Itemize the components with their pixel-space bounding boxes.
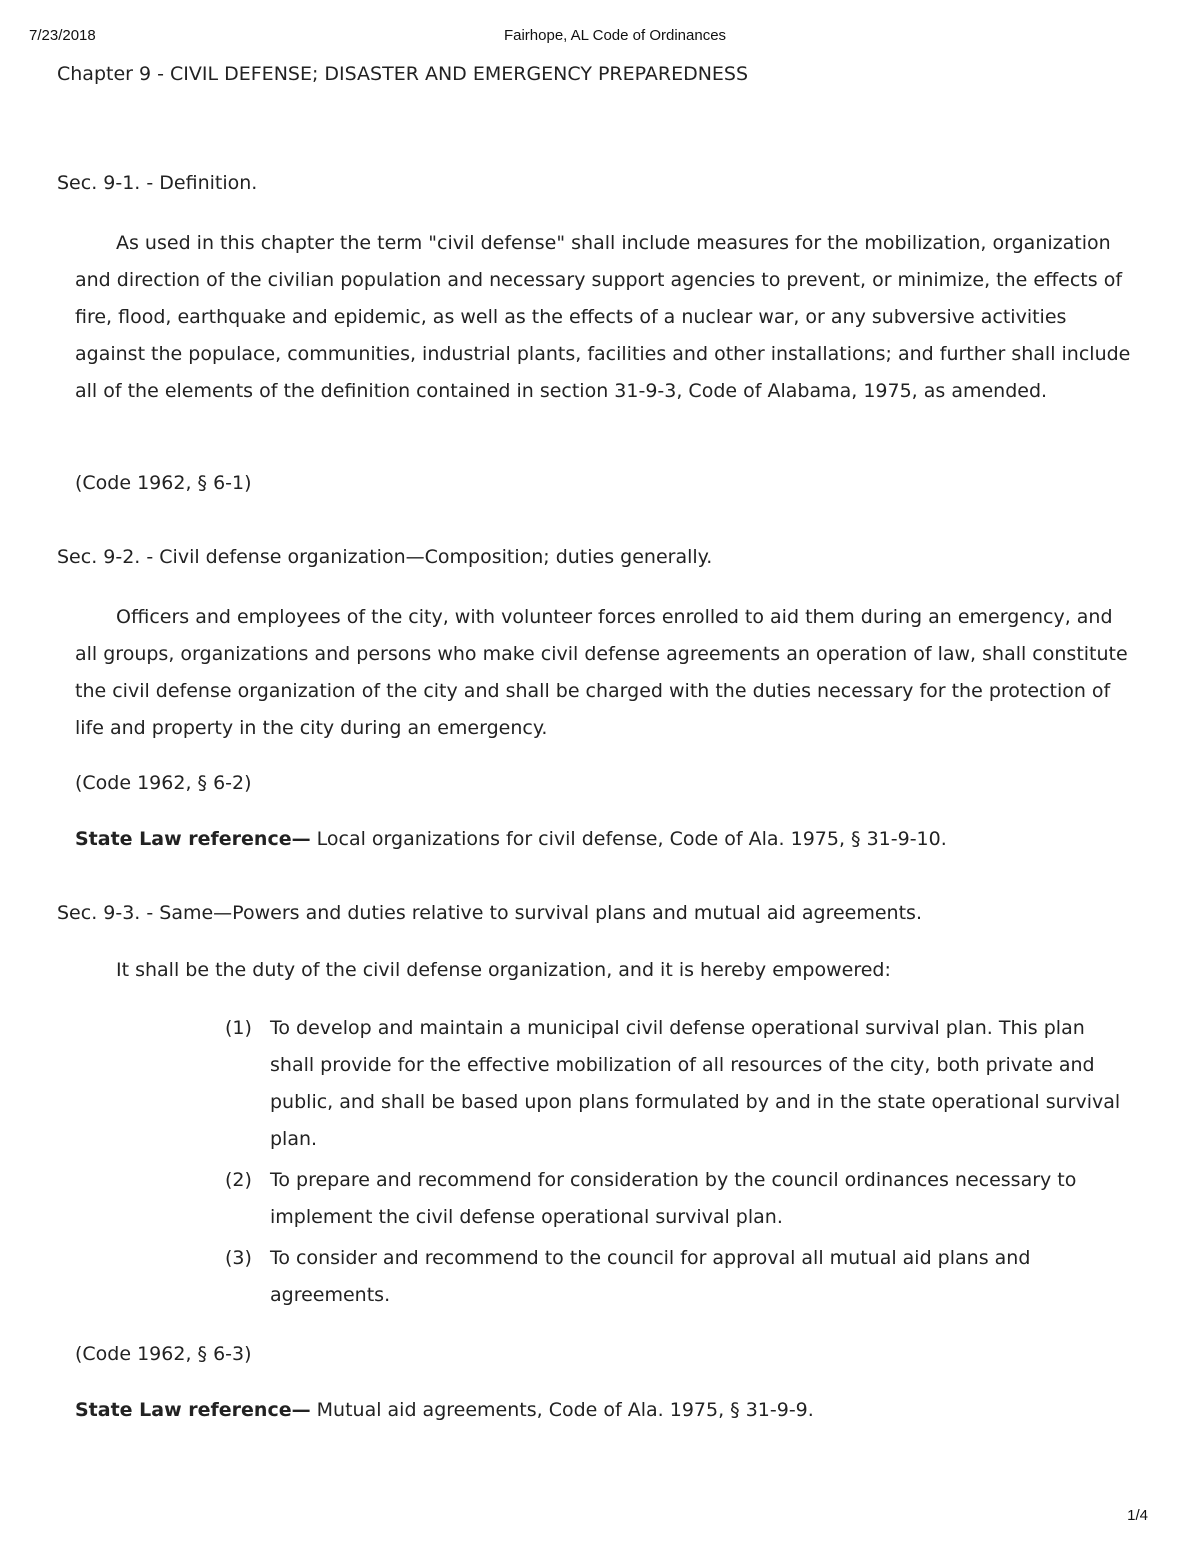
list-item [225,1240,1125,1314]
print-header-title: Fairhope, AL Code of Ordinances [503,27,727,44]
list-item-number: (3) [225,1247,252,1269]
section-body-9-1: As used in this chapter the term "civil defense" shall include measures for the mobilization, organization and direction of the civilian population and necessary support agencies to prevent, or minimize, the effects of fire, flood, earthquake and epidemic, as well as the effects of a nuclear war, or any subversive activities against the populace, communities, industrial plants, facilities and other installations; and further shall include all of the elements of the definition contained in section 31-9-3, Code of Alabama, 1975, as amended. [75,232,1131,402]
state-law-label: State Law reference— [75,828,311,850]
chapter-title: Chapter 9 - CIVIL DEFENSE; DISASTER AND EMERGENCY PREPAREDNESS [57,63,749,85]
list-item-number: (2) [225,1169,252,1191]
history-note-9-3: (Code 1962, § 6-3) [75,1343,252,1365]
list-item-text: To develop and maintain a municipal civil defense operational survival plan. This plan shall provide for the effective mobilization of all resources of the city, both private and public, and shall be based upon plans formulated by and in the state operational survival plan. [270,1017,1121,1150]
list-item-text: To consider and recommend to the council for approval all mutual aid plans and agreements. [270,1247,1031,1306]
list-item [225,1010,1125,1158]
state-law-text: Local organizations for civil defense, Code of Ala. 1975, § 31-9-10. [310,828,947,850]
section-body-9-2: Officers and employees of the city, with volunteer forces enrolled to aid them during an emergency, and all groups, organizations and persons who make civil defense agreements an operation of law, shall constitute the civil defense organization of the city and shall be charged with the duties necessary for the protection of life and property in the city during an emergency. [75,606,1128,739]
print-date: 7/23/2018 [29,27,96,44]
list-item [225,1162,1125,1236]
list-item-text: To prepare and recommend for consideration by the council ordinances necessary to implement the civil defense operational survival plan. [270,1169,1077,1228]
section-heading-9-2: Sec. 9-2. - Civil defense organization—Composition; duties generally. [57,546,713,568]
section-heading-9-1: Sec. 9-1. - Definition. [57,172,258,194]
history-note-9-2: (Code 1962, § 6-2) [75,772,252,794]
page-number: 1/4 [1127,1507,1148,1524]
history-note-9-1: (Code 1962, § 6-1) [75,472,252,494]
state-law-text: Mutual aid agreements, Code of Ala. 1975, § 31-9-9. [310,1399,814,1421]
section-intro-9-3: It shall be the duty of the civil defense organization, and it is hereby empowered: [116,959,891,981]
state-law-reference-9-2 [75,828,947,850]
state-law-reference-9-3 [75,1399,814,1421]
list-item-number: (1) [225,1017,252,1039]
state-law-label: State Law reference— [75,1399,311,1421]
section-heading-9-3: Sec. 9-3. - Same—Powers and duties relative to survival plans and mutual aid agreements. [57,902,922,924]
